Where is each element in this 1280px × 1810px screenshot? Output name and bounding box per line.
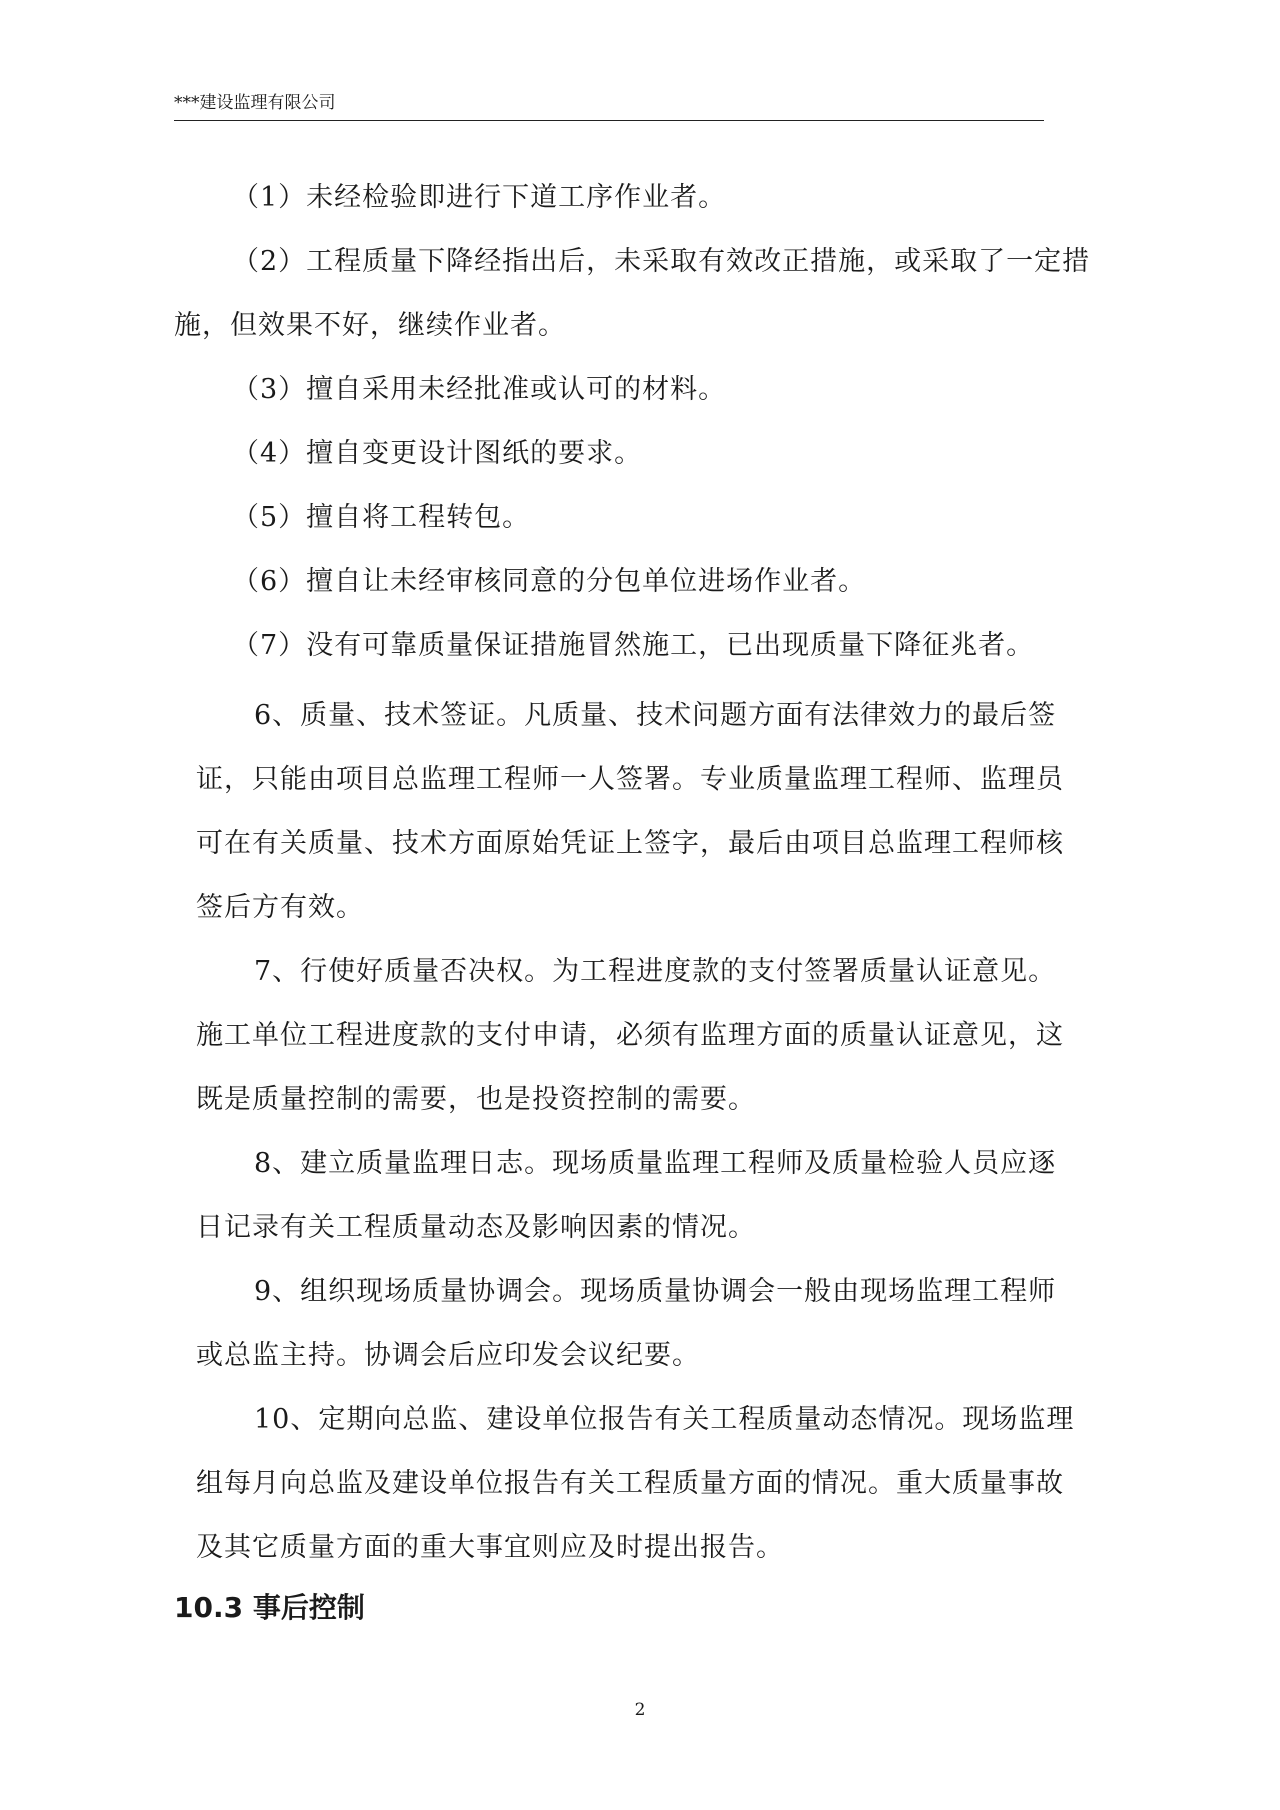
paragraph-6-line-2: 证，只能由项目总监理工程师一人签署。专业质量监理工程师、监理员	[196, 764, 1064, 795]
list-item-3: （3）擅自采用未经批准或认可的材料。	[232, 374, 727, 405]
list-item-5: （5）擅自将工程转包。	[232, 502, 531, 533]
list-item-1: （1）未经检验即进行下道工序作业者。	[232, 182, 727, 213]
page-number: 2	[634, 1700, 646, 1720]
paragraph-9-line-2: 或总监主持。协调会后应印发会议纪要。	[196, 1340, 700, 1371]
paragraph-8-line-2: 日记录有关工程质量动态及影响因素的情况。	[196, 1212, 756, 1243]
paragraph-6-line-3: 可在有关质量、技术方面原始凭证上签字，最后由项目总监理工程师核	[196, 828, 1064, 859]
paragraph-9-line-1: 9、组织现场质量协调会。现场质量协调会一般由现场监理工程师	[254, 1276, 1057, 1307]
paragraph-7-line-3: 既是质量控制的需要，也是投资控制的需要。	[196, 1084, 756, 1115]
section-heading: 10.3 事后控制	[174, 1591, 365, 1624]
list-item-2-line-1: （2）工程质量下降经指出后，未采取有效改正措施，或采取了一定措	[232, 246, 1091, 277]
paragraph-6-line-1: 6、质量、技术签证。凡质量、技术问题方面有法律效力的最后签	[254, 700, 1057, 731]
paragraph-7-line-2: 施工单位工程进度款的支付申请，必须有监理方面的质量认证意见，这	[196, 1020, 1064, 1051]
paragraph-7-line-1: 7、行使好质量否决权。为工程进度款的支付签署质量认证意见。	[254, 956, 1057, 987]
company-name: ***建设监理有限公司	[174, 93, 336, 113]
paragraph-10-line-1: 10、定期向总监、建设单位报告有关工程质量动态情况。现场监理	[254, 1404, 1075, 1435]
list-item-2-line-2: 施，但效果不好，继续作业者。	[174, 310, 566, 341]
list-item-4: （4）擅自变更设计图纸的要求。	[232, 438, 643, 469]
page-header	[174, 92, 1044, 121]
paragraph-10-line-3: 及其它质量方面的重大事宜则应及时提出报告。	[196, 1532, 784, 1563]
list-item-7: （7）没有可靠质量保证措施冒然施工，已出现质量下降征兆者。	[232, 630, 1035, 661]
paragraph-6-line-4: 签后方有效。	[196, 892, 364, 923]
list-item-6: （6）擅自让未经审核同意的分包单位进场作业者。	[232, 566, 867, 597]
paragraph-8-line-1: 8、建立质量监理日志。现场质量监理工程师及质量检验人员应逐	[254, 1148, 1057, 1179]
paragraph-10-line-2: 组每月向总监及建设单位报告有关工程质量方面的情况。重大质量事故	[196, 1468, 1064, 1499]
